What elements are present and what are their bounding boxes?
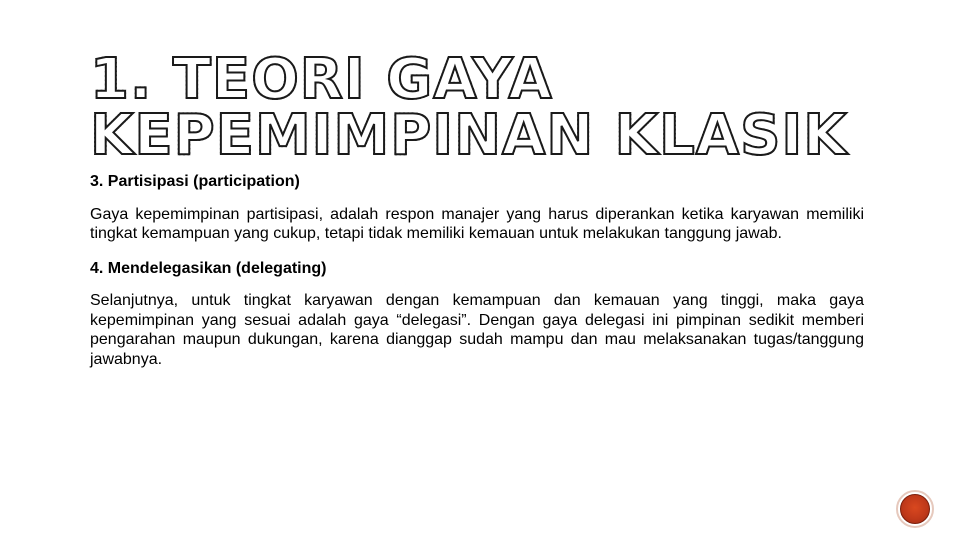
slide-title	[90, 47, 848, 168]
section-body-participation: Gaya kepemimpinan partisipasi, adalah respon manajer yang harus diperankan ketika karyawan memiliki tingkat kemampuan yang cukup, tetapi tidak memiliki kemauan untuk melakukan tanggung jawab.	[90, 205, 864, 242]
slide-content	[90, 172, 864, 384]
slide-title-line-2: KEPEMIMPINAN KLASIK	[90, 103, 848, 168]
slide-title-line-1: 1. TEORI GAYA	[90, 47, 553, 112]
circle-badge-icon	[896, 490, 934, 528]
section-body-delegating: Selanjutnya, untuk tingkat karyawan dengan kemampuan dan kemauan yang tinggi, maka gaya kepemimpinan yang sesuai adalah gaya “delegasi”. Dengan gaya delegasi ini pimpinan sedikit memberi pengarahan maupun dukungan, karena dianggap sudah mampu dan mau melaksanakan tugas/tanggung jawabnya.	[90, 292, 864, 368]
section-heading-delegating: 4. Mendelegasikan (delegating)	[90, 259, 327, 277]
section-heading-participation: 3. Partisipasi (participation)	[90, 173, 300, 190]
badge-core	[900, 494, 930, 524]
